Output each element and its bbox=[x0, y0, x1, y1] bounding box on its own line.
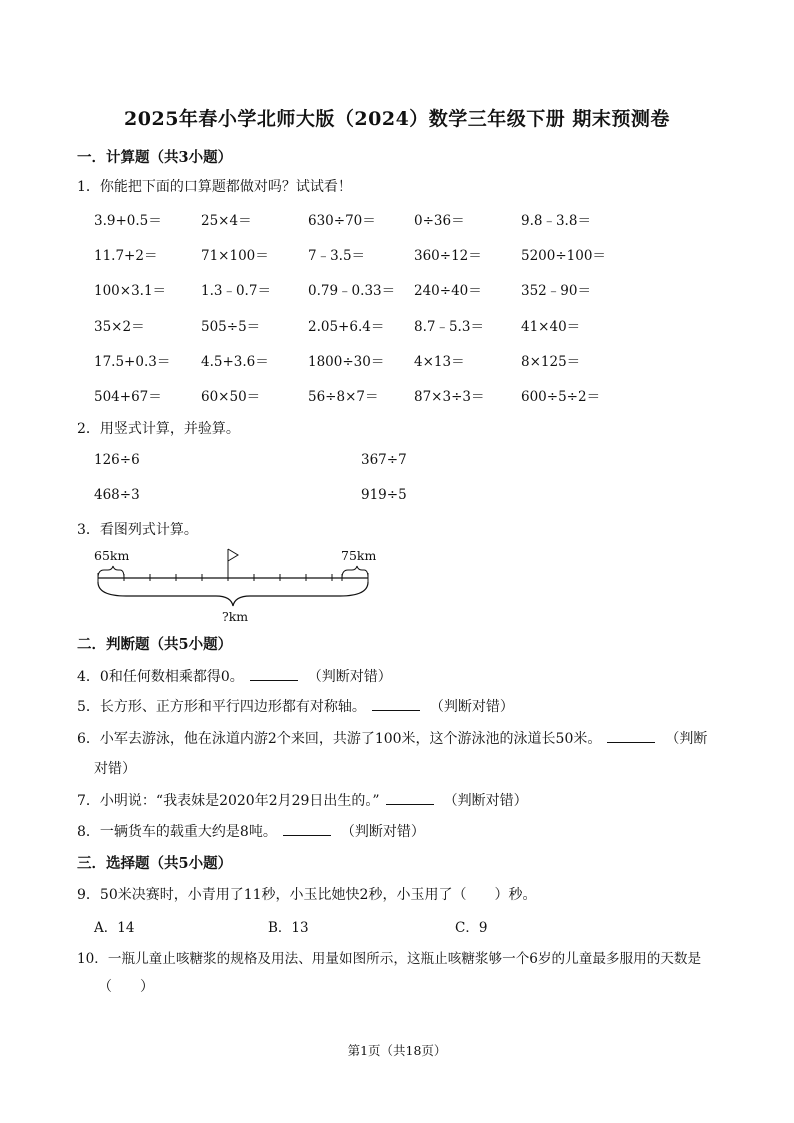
question-5-text: 5．长方形、正方形和平行四边形都有对称轴。 bbox=[77, 699, 366, 715]
calc-item: 352﹣90＝ bbox=[521, 283, 591, 299]
calc-item: 41×40＝ bbox=[521, 319, 581, 335]
judge-suffix: （判断对错） bbox=[443, 793, 528, 809]
page-footer: 第1页（共18页） bbox=[347, 1043, 447, 1058]
question-8 bbox=[77, 821, 425, 841]
question-5 bbox=[77, 696, 514, 716]
distance-diagram bbox=[86, 544, 386, 626]
calc-item: 17.5+0.3＝ bbox=[94, 354, 171, 370]
question-10-answer-paren: （ ） bbox=[98, 979, 154, 995]
calc-item: 60×50＝ bbox=[201, 389, 261, 405]
calc-item: 9.8﹣3.8＝ bbox=[521, 213, 591, 229]
section-heading-choice: 三．选择题（共5小题） bbox=[77, 855, 233, 872]
calc-item: 8.7﹣5.3＝ bbox=[414, 319, 484, 335]
question-9-text: 9．50米决赛时，小青用了11秒，小玉比她快2秒，小玉用了（ ）秒。 bbox=[77, 887, 537, 903]
calc-item: 504+67＝ bbox=[94, 389, 162, 405]
question-8-text: 8．一辆货车的载重大约是8吨。 bbox=[77, 824, 277, 840]
answer-blank[interactable] bbox=[250, 668, 298, 681]
calc-item: 56÷8×7＝ bbox=[308, 389, 379, 405]
calc-item: 0.79﹣0.33＝ bbox=[308, 283, 396, 299]
vertical-calc-item: 126÷6 bbox=[94, 452, 140, 468]
calc-item: 505÷5＝ bbox=[201, 319, 261, 335]
section-heading-judge: 二．判断题（共5小题） bbox=[77, 636, 233, 653]
left-distance-label: 65km bbox=[94, 548, 130, 563]
calc-item: 240÷40＝ bbox=[414, 283, 482, 299]
calc-item: 600÷5÷2＝ bbox=[521, 389, 601, 405]
judge-suffix: （判断对错） bbox=[340, 824, 425, 840]
option-a[interactable]: A．14 bbox=[94, 920, 135, 936]
right-distance-label: 75km bbox=[341, 548, 377, 563]
question-10-text: 10．一瓶儿童止咳糖浆的规格及用法、用量如图所示，这瓶止咳糖浆够一个6岁的儿童最多服用的天数是 bbox=[77, 951, 702, 967]
calc-item: 87×3÷3＝ bbox=[414, 389, 485, 405]
question-1-text: 1．你能把下面的口算题都做对吗？试试看！ bbox=[77, 179, 352, 195]
question-7-text: 7．小明说：“我表妹是2020年2月29日出生的。” bbox=[77, 793, 380, 809]
answer-blank[interactable] bbox=[283, 823, 331, 836]
judge-suffix: （判断对错） bbox=[307, 669, 392, 685]
total-distance-brace bbox=[98, 582, 368, 606]
judge-suffix-part: （判断 bbox=[665, 731, 708, 747]
question-2-text: 2．用竖式计算，并验算。 bbox=[77, 421, 240, 437]
calc-item: 25×4＝ bbox=[201, 213, 252, 229]
calc-item: 71×100＝ bbox=[201, 248, 269, 264]
calc-item: 4.5+3.6＝ bbox=[201, 354, 269, 370]
answer-blank[interactable] bbox=[386, 792, 434, 805]
question-4-text: 4．0和任何数相乘都得0。 bbox=[77, 669, 244, 685]
vertical-calc-item: 367÷7 bbox=[361, 452, 407, 468]
answer-blank[interactable] bbox=[607, 730, 655, 743]
calc-item: 1800÷30＝ bbox=[308, 354, 385, 370]
calc-item: 4×13＝ bbox=[414, 354, 465, 370]
question-7 bbox=[77, 790, 528, 810]
calc-item: 11.7+2＝ bbox=[94, 248, 158, 264]
calc-item: 35×2＝ bbox=[94, 319, 145, 335]
page-title: 2025年春小学北师大版（2024）数学三年级下册 期末预测卷 bbox=[124, 108, 670, 130]
option-c[interactable]: C．9 bbox=[455, 920, 488, 936]
question-6-continuation: 对错） bbox=[94, 761, 136, 777]
calc-item: 360÷12＝ bbox=[414, 248, 482, 264]
calc-item: 2.05+6.4＝ bbox=[308, 319, 385, 335]
right-segment-brace bbox=[342, 566, 368, 578]
calc-item: 100×3.1＝ bbox=[94, 283, 167, 299]
calc-item: 1.3﹣0.7＝ bbox=[201, 283, 271, 299]
judge-suffix: （判断对错） bbox=[429, 699, 514, 715]
question-6-text: 6．小军去游泳，他在泳道内游2个来回，共游了100米，这个游泳池的泳道长50米。 bbox=[77, 731, 602, 747]
question-4 bbox=[77, 666, 392, 686]
calc-item: 630÷70＝ bbox=[308, 213, 376, 229]
vertical-calc-item: 468÷3 bbox=[94, 487, 140, 503]
option-b[interactable]: B．13 bbox=[268, 920, 309, 936]
calc-item: 5200÷100＝ bbox=[521, 248, 606, 264]
answer-blank[interactable] bbox=[372, 698, 420, 711]
calc-item: 8×125＝ bbox=[521, 354, 581, 370]
calc-item: 0÷36＝ bbox=[414, 213, 465, 229]
flag-icon bbox=[228, 549, 238, 578]
calc-item: 7﹣3.5＝ bbox=[308, 248, 366, 264]
left-segment-brace bbox=[98, 566, 124, 578]
total-distance-label: ?km bbox=[222, 609, 249, 624]
question-6 bbox=[77, 728, 707, 748]
vertical-calc-item: 919÷5 bbox=[361, 487, 407, 503]
calc-item: 3.9+0.5＝ bbox=[94, 213, 162, 229]
section-heading-calc: 一．计算题（共3小题） bbox=[77, 149, 233, 166]
question-3-text: 3．看图列式计算。 bbox=[77, 522, 198, 538]
